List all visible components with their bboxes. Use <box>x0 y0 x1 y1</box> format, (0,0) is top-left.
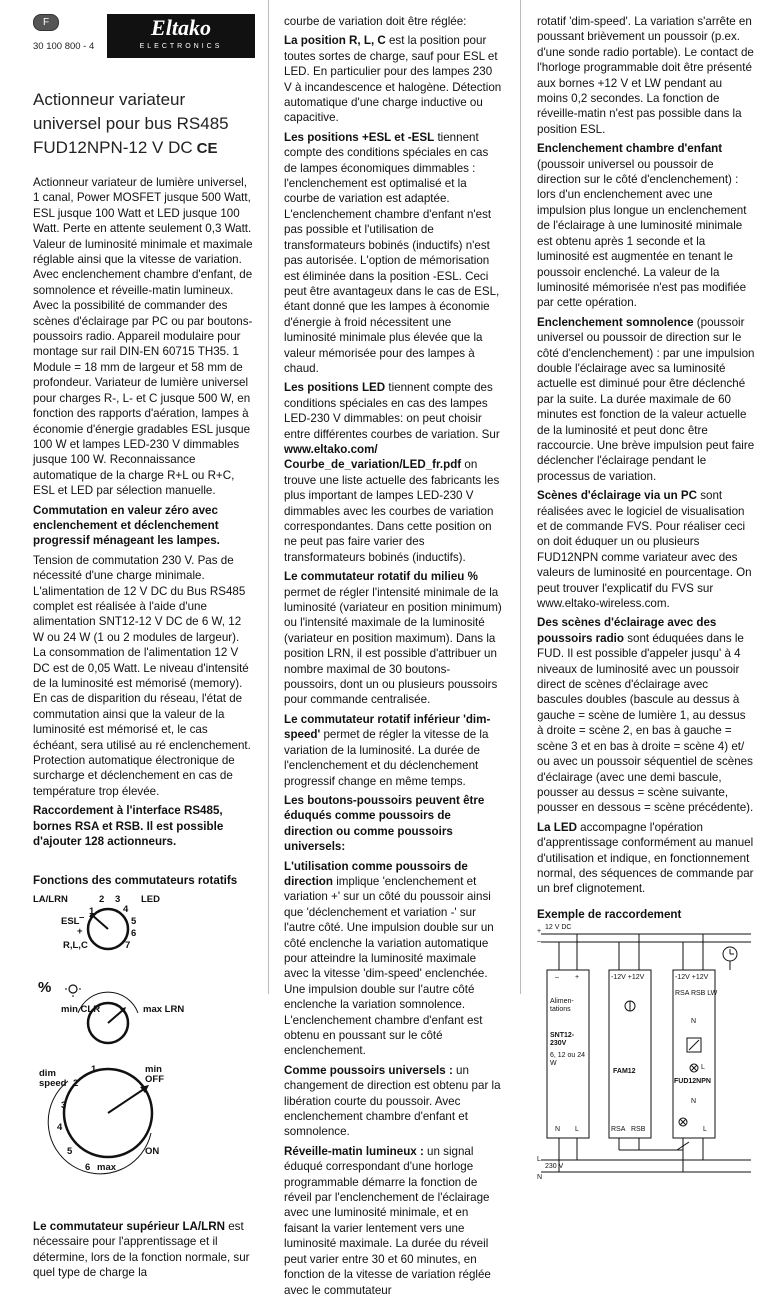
switch-la-lrn-diagram <box>33 895 255 975</box>
pos-3-label: 3 <box>61 1099 67 1111</box>
middle-switch-paragraph <box>284 569 502 708</box>
esl-paragraph <box>284 130 502 377</box>
rlc-paragraph <box>284 33 502 125</box>
bold-text: L'utilisation comme poussoirs de direction <box>284 859 468 888</box>
body-text: accompagne l'opération d'apprentissage conformément au manuel d'utilisation et indique, en fonctionnement normal, des séquences de commande par un bref clignotement. <box>537 820 754 896</box>
body-text: permet de régler l'intensité minimale de la luminosité (variateur en position minimum) ou l'intensité maximale de la luminosité (variateur en position maximum). Dans la position LRN, il est possible d'attribuer un nombre maximal de 30 boutons-poussoirs, dont un ou plusieurs poussoirs pour commande centralisée. <box>284 585 502 707</box>
bold-text: Le commutateur rotatif inférieur 'dim-speed' <box>284 712 491 742</box>
rotary-switch-top-graphic <box>33 895 183 975</box>
logo-brand: Eltako <box>151 15 211 40</box>
column-3 <box>537 14 755 1183</box>
universal-pushbutton-paragraph <box>284 1063 502 1140</box>
label-12v-dc: 12 V DC <box>545 924 572 932</box>
percent-symbol: % <box>38 978 52 996</box>
bold-text: Scènes d'éclairage via un PC <box>537 489 697 503</box>
label-max: max <box>97 1161 117 1173</box>
bold-text: Les positions +ESL et -ESL <box>284 130 435 144</box>
snt-watt: 6, 12 ou 24 W <box>550 1052 586 1068</box>
label-minus: – <box>537 938 541 946</box>
radio-scenes-paragraph <box>537 615 755 815</box>
pos-2-label: 2 <box>73 1077 79 1089</box>
label-led: LED <box>141 893 160 905</box>
pos-5-label: 5 <box>67 1145 73 1157</box>
body-text: implique 'enclenchement et variation +' sur un côté du poussoir ainsi que 'déclenchement et variation -' sur l'autre côté. Une impulsion double sur un côté enclenche la variation automatique pour atteindre la luminosité maximale avec la vitesse 'dim-speed' enclenchée. Une impulsion double sur l'autre côté enclenche la variation somnolence. L'enclenchement chambre d'enfant est obtenu en poussant sur le côté enclenchement. <box>284 874 494 1058</box>
body-text: (poussoir universel ou poussoir de direction sur le côté d'enclenchement) : par une impulsion double l'éclairage avec sa luminosité actuelle est diminué pour être déclenché par la suite. La durée maximale de 60 minutes est fonction de la valeur actuelle de la luminosité et peut donc être raccourcie. Une brève impulsion peut faire déclencher l'éclairage pendant le processus de variation. <box>537 315 755 483</box>
document-number: 30 100 800 - 4 <box>33 41 95 52</box>
switch-top-description <box>33 1219 255 1281</box>
label-n: N <box>537 1174 543 1182</box>
column-divider <box>268 0 269 994</box>
fam-rsa: RSA <box>611 1126 626 1134</box>
body-text: tiennent compte des conditions spéciales en cas de lampes économiques dimmables : l'enclenchement est optimalisé et la courbe de variation est adaptée. L'enclenchement chambre d'enfant n'est pas possible et l'utilisation de transformateurs bobinés (inductifs) n'est pas autorisée. L'option de mémorisation est éliminée dans la position -ESL. Ceci peut être avantageux dans le cas de ESL, étant donné que les lampes à économie d'énergie à froid nécessitent une luminosité minimale plus élevée que la valeur mémorisée pour des lampes à chaud. <box>284 130 500 375</box>
pos-5-label: 5 <box>131 915 137 927</box>
child-room-paragraph <box>537 141 755 310</box>
bold-text: La LED <box>537 820 577 834</box>
body-text: est la position pour toutes sortes de charge, sauf pour ESL et LED. En particulier pour des lampes 230 V à incandescence et halogène. Détection automatique d'une charge inductive ou capacitive. <box>284 34 502 125</box>
label-on: ON <box>145 1145 160 1157</box>
body-text: sont réalisées avec le logiciel de visualisation et de commande FVS. Pour réaliser ceci on doit éduquer un ou plusieurs FUD12NPN comme variateur avec des valeurs de luminosité en pourcentage. On peut trouver l'explicatif du FVS sur www.eltako-wireless.com. <box>537 489 752 611</box>
body-text: (poussoir universel ou poussoir de direction sur le côté d'enclenchement) : lors d'un enclenchement avec une impulsion plus longue un enclenchement de l'éclairage à une luminosité minimale est obtenu après 1 seconde et la luminosité est augmentée en tenant le poussoir enclenché. La valeur de la luminosité mémorisée n'est pas modifiée par cette opération. <box>537 157 747 310</box>
rs485-paragraph <box>33 803 255 849</box>
label-minus: – <box>79 911 85 923</box>
logo-subtitle: ELECTRONICS <box>139 43 223 50</box>
label-min-off: min OFF <box>145 1063 164 1085</box>
pos-4-label: 4 <box>123 903 129 915</box>
fam-top: -12V +12V <box>611 974 645 982</box>
led-curve-link[interactable]: www.eltako.com/ Courbe_de_variation/LED_fr.pdf <box>284 442 462 472</box>
bold-text: Commutation en valeur zéro avec enclenchement et déclenchement progressif ménageant les lampes. <box>33 503 220 548</box>
fam-rsb: RSB <box>631 1126 646 1134</box>
bold-text: Réveille-matin lumineux : <box>284 1144 424 1158</box>
header <box>33 14 255 88</box>
fud-mid: RSA RSB LW <box>675 990 718 998</box>
intro-paragraph: Actionneur variateur de lumière universel, 1 canal, Power MOSFET jusque 500 Watt, ESL jusque 100 Watt et LED jusque 100 Watt. Perte en attente seulement 0,3 Watt. Valeur de luminosité minimale et maximale réglable ainsi que la vitesse de variation. Avec enclenchement chambre d'enfant, de somnolence et réveille-matin lumineux. Avec la possibilité de commander des scènes d'éclairage par PC ou par boutons-poussoirs radio. Appareil modulaire pour montage sur rail DIN-EN 60715 TH35. 1 Module = 18 mm de largeur et 58 mm de profondeur. Variateur de lumière universel pour charges R-, L- et C jusque 500 W, en fonction des rapports d'aération, lampes à économie d'énergie gradables ESL jusque 100 W et lampes LED-230 V dimmables jusque 100 W. Reconnaissance automatique de la charge R+L ou R+C, ESL et LED par sélection manuelle. <box>33 176 253 498</box>
label-max-lrn: max LRN <box>143 1003 185 1015</box>
bold-text: Raccordement à l'interface RS485, bornes RSA et RSB. Il est possible d'ajouter 128 actionneurs. <box>33 804 224 849</box>
switch-percent-dimspeed-diagram <box>33 978 255 1183</box>
led-paragraph <box>284 380 502 565</box>
pos-1-label: 1 <box>89 905 95 917</box>
fud-l: L <box>701 1064 705 1072</box>
bold-text: La position R, L, C <box>284 34 386 48</box>
pos-1-label: 1 <box>91 1063 97 1075</box>
label-230v: 230 V <box>545 1163 564 1171</box>
paragraph: rotatif 'dim-speed'. La variation s'arrête en poussant brièvement un poussoir (p.ex. d'une sonde radio portable). Le contact de l'horloge programmable doit être présenté aux bornes +12 V et LW pendant au moins 0,2 secondes. La fonction de réveille-matin n'est pas possible dans la position ESL. <box>537 15 754 136</box>
section-title-switches: Fonctions des commutateurs rotatifs <box>33 874 238 888</box>
body-text: sont éduquées dans le FUD. Il est possible d'appeler jusqu' à 4 niveaux de luminosité avec un poussoir direct de scènes d'éclairage avec bascules doubles (bascule au dessus à gauche = scène de lumière 1, au dessus à droite = scène 2, en bas à gauche = scène 3 et en bas à droite = scène 4) et/ ou avec un poussoir séquentiel de scènes d'éclairage (avec une demi bascule, pousser au dessus = scène suivante, pousser en dessous = scène précédente). <box>537 631 754 815</box>
ce-mark: CE <box>196 140 218 157</box>
fud-bottom-n: N <box>691 1098 697 1106</box>
pc-scenes-paragraph <box>537 488 755 611</box>
paragraph: courbe de variation doit être réglée: <box>284 15 467 28</box>
wakeup-paragraph <box>284 1144 502 1298</box>
snt-n: N <box>555 1126 561 1134</box>
dim-speed-paragraph <box>284 712 502 789</box>
snt-sub: Alimen-tations <box>550 998 574 1014</box>
pos-2-label: 2 <box>99 893 105 905</box>
label-rlc: R,L,C <box>63 939 88 951</box>
snt-l: L <box>575 1126 579 1134</box>
body-text: permet de régler la vitesse de la variation de la luminosité. La durée de l'enclenchement et du déclenchement progressif change en même temps. <box>284 728 489 788</box>
body-text: est nécessaire pour l'apprentissage et il détermine, lors de la fonction normale, sur quel type de charge la <box>33 1219 250 1280</box>
body-text: un changement de direction est obtenu par la libération courte du poussoir. Avec enclenchement chambre d'enfant et somnolence. <box>284 1063 501 1139</box>
label-l: L <box>537 1156 541 1164</box>
bold-text: Comme poussoirs universels : <box>284 1063 453 1077</box>
language-badge: F <box>33 14 59 31</box>
snt-minus: – <box>555 974 559 982</box>
body-text: un signal éduqué correspondant d'une horloge programmable démarre la fonction de réveil par l'enclenchement de l'éclairage avec une luminosité minimale, et en faisant la varier lentement vers une luminosité maximale. La durée du réveil peut varier entre 30 et 60 minutes, en fonction de la vitesse de variation réglée avec le commutateur <box>284 1144 491 1297</box>
bold-text: Le commutateur supérieur LA/LRN <box>33 1219 225 1233</box>
column-1 <box>33 14 255 1285</box>
direction-pushbutton-paragraph <box>284 859 502 1059</box>
bold-text: Le commutateur rotatif du milieu % <box>284 570 478 584</box>
pos-7-label: 7 <box>125 939 131 951</box>
led-indicator-paragraph <box>537 820 755 897</box>
snt-name: SNT12-230V <box>550 1032 575 1048</box>
sun-icon <box>65 983 81 997</box>
wiring-diagram <box>537 924 755 1183</box>
label-dim-speed: dim speed <box>39 1067 67 1089</box>
bold-text: Les boutons-poussoirs peuvent être éduqués comme poussoirs de direction ou comme poussoirs universels: <box>284 793 485 854</box>
section-title-wiring: Exemple de raccordement <box>537 907 682 921</box>
bold-text: Enclenchement chambre d'enfant <box>537 142 723 156</box>
fud-bottom-l: L <box>703 1126 707 1134</box>
bold-text: Les positions LED <box>284 381 386 395</box>
title-text: Actionneur variateur universel pour bus RS485 FUD12NPN-12 V DC <box>33 90 229 157</box>
label-plus: + <box>77 925 83 937</box>
bold-text: Des scènes d'éclairage avec des poussoirs radio <box>537 616 717 645</box>
bold-text: Enclenchement somnolence <box>537 315 694 329</box>
snt-plus: + <box>575 974 580 982</box>
fud-n: N <box>691 1018 697 1026</box>
body-text: tiennent compte des conditions spéciales en cas des lampes LED-230 V dimmables: on peut choisir entre différentes courbes de variation. Sur <box>284 381 500 441</box>
pos-6-label: 6 <box>131 927 137 939</box>
zero-crossing-paragraph <box>33 503 255 549</box>
fud-name: FUD12NPN <box>674 1078 711 1086</box>
column-divider <box>520 0 521 994</box>
pos-3-label: 3 <box>115 893 121 905</box>
eltako-logo <box>107 14 255 58</box>
pos-6-label: 6 <box>85 1161 91 1173</box>
pushbutton-paragraph <box>284 793 502 855</box>
label-la-lrn: LA/LRN <box>33 893 68 905</box>
pos-4-label: 4 <box>57 1121 63 1133</box>
body-text: on trouve une liste actuelle des fabricants les plus important de lampes LED-230 V dimmables avec les courbes de variation correspondantes. Dans cette position on ne peut pas faire varier des transformateurs bobinés (inductifs). <box>284 458 500 564</box>
fud-top: -12V +12V <box>675 974 709 982</box>
label-esl: ESL <box>61 915 80 927</box>
voltage-paragraph: Tension de commutation 230 V. Pas de nécessité d'une charge minimale. L'alimentation de 12 V DC du Bus RS485 complet est réalisée à l'aide d'une alimentation SNT12-12 V DC de 6 W, 12 W ou 24 W (1 ou 2 modules de largeur). La consommation de l'alimentation 12 V DC est de 0,05 Watt. Le niveau d'intensité de la luminosité est mémorisé (memory). En cas de disparition du réseau, l'état de commutation ainsi que la valeur de la luminosité est mémorisé et, le cas échéant, sera utilisé au ré enclenchement. Protection automatique électronique de surcharge et déclenchement en cas de température trop élevée. <box>33 553 251 798</box>
column-2 <box>284 14 502 1302</box>
sleep-paragraph <box>537 315 755 484</box>
label-plus: + <box>537 928 542 936</box>
fam-name: FAM12 <box>613 1068 636 1076</box>
page-title <box>33 88 255 161</box>
label-min-clr: min CLR <box>61 1003 101 1015</box>
